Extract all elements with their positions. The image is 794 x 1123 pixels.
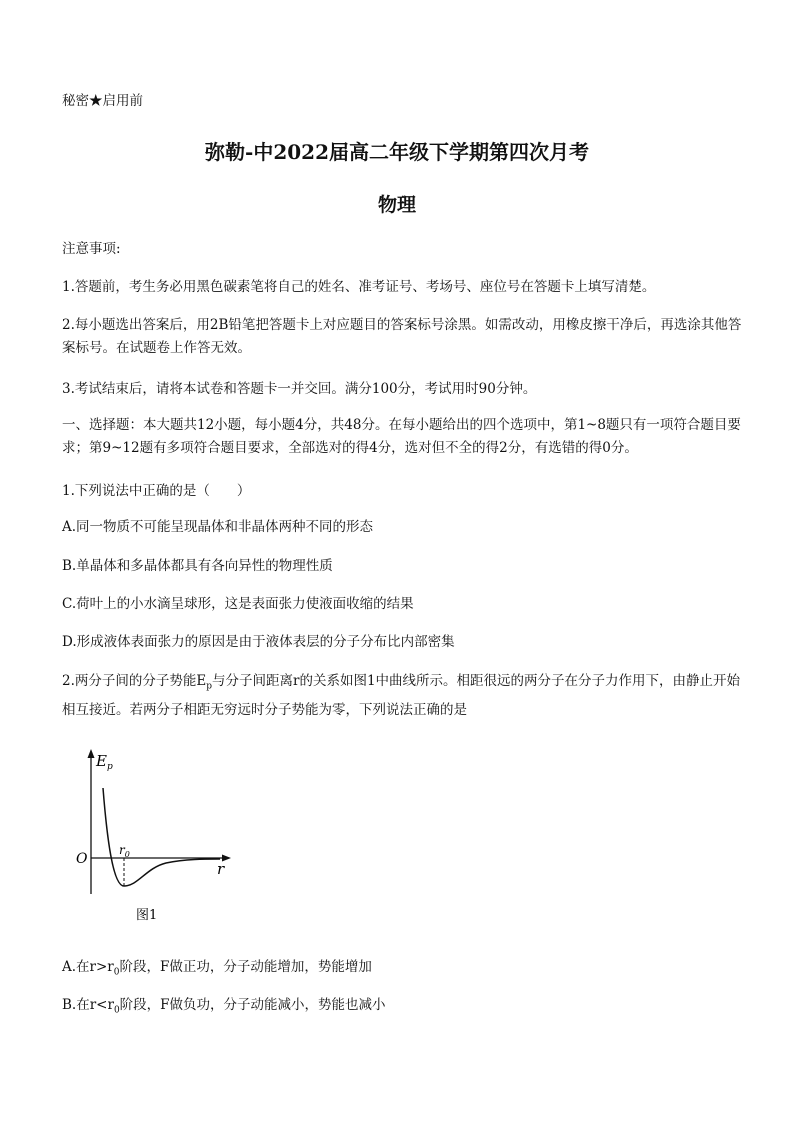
q2-stem-part-b: 与分子间距离r的关系如图1中曲线所示。相距很远的两分子在分子力作用下，由静止开始相互接近。若两分子相距无穷远时分子势能为零，下列说法正确的是 — [62, 673, 741, 718]
note-item-3: 3.考试结束后，请将本试卷和答题卡一并交回。满分100分，考试用时90分钟。 — [62, 381, 537, 397]
potential-curve — [103, 788, 220, 886]
figure-1 — [74, 744, 244, 933]
q2-stem-part-a: 2.两分子间的分子势能E — [62, 673, 207, 689]
note-item-2: 2.每小题选出答案后，用2B铅笔把答题卡上对应题目的答案标号涂黑。如需改动，用橡皮擦干净后，再选涂其他答案标号。在试题卷上作答无效。 — [62, 317, 742, 356]
exam-title: 弥勒-中2022届高二年级下学期第四次月考 — [205, 140, 589, 164]
secret-label: 秘密★启用前 — [62, 93, 143, 109]
q2-option-a-part-a: A.在r>r — [62, 959, 114, 975]
section1-intro: 一、选择题：本大题共12小题，每小题4分，共48分。在每小题给出的四个选项中，第1~8题只有一项符合题目要求；第9~12题有多项符合题目要求，全部选对的得4分，选对但不全的得2分，有选错的得0分。 — [62, 417, 741, 456]
q2-option-b-part-b: 阶段，F做负功，分子动能减小，势能也减小 — [119, 997, 386, 1013]
note-item-1: 1.答题前，考生务必用黑色碳素笔将自己的姓名、准考证号、考场号、座位号在答题卡上填写清楚。 — [62, 279, 656, 295]
q2-option-a — [62, 958, 742, 982]
y-axis-arrow-icon — [88, 749, 95, 758]
q2-stem — [62, 670, 742, 722]
q1-stem: 1.下列说法中正确的是（ ） — [62, 483, 251, 499]
q2-option-b — [62, 996, 742, 1020]
origin-label: O — [76, 851, 88, 867]
q1-option-d: D.形成液体表面张力的原因是由于液体表层的分子分布比内部密集 — [62, 634, 455, 650]
q2-option-a-part-b: 阶段，F做正功，分子动能增加，势能增加 — [119, 959, 372, 975]
x-axis-label: r — [217, 860, 225, 878]
q1-option-c: C.荷叶上的小水滴呈球形，这是表面张力使液面收缩的结果 — [62, 596, 414, 612]
subject-title: 物理 — [377, 194, 416, 216]
q1-option-a: A.同一物质不可能呈现晶体和非晶体两种不同的形态 — [62, 519, 374, 535]
q2-option-a-subscript: 0 — [113, 967, 120, 978]
y-axis-label: $E_p$ — [96, 752, 113, 772]
figure-caption: 图1 — [136, 908, 158, 923]
potential-energy-graph — [74, 744, 244, 929]
q1-option-b: B.单晶体和多晶体都具有各向异性的物理性质 — [62, 558, 333, 574]
notes-heading: 注意事项: — [62, 241, 121, 257]
q2-option-b-part-a: B.在r<r — [62, 997, 114, 1013]
q2-stem-subscript: p — [206, 681, 213, 692]
r0-label: $r_0$ — [119, 843, 130, 859]
q2-option-b-subscript: 0 — [113, 1005, 120, 1016]
